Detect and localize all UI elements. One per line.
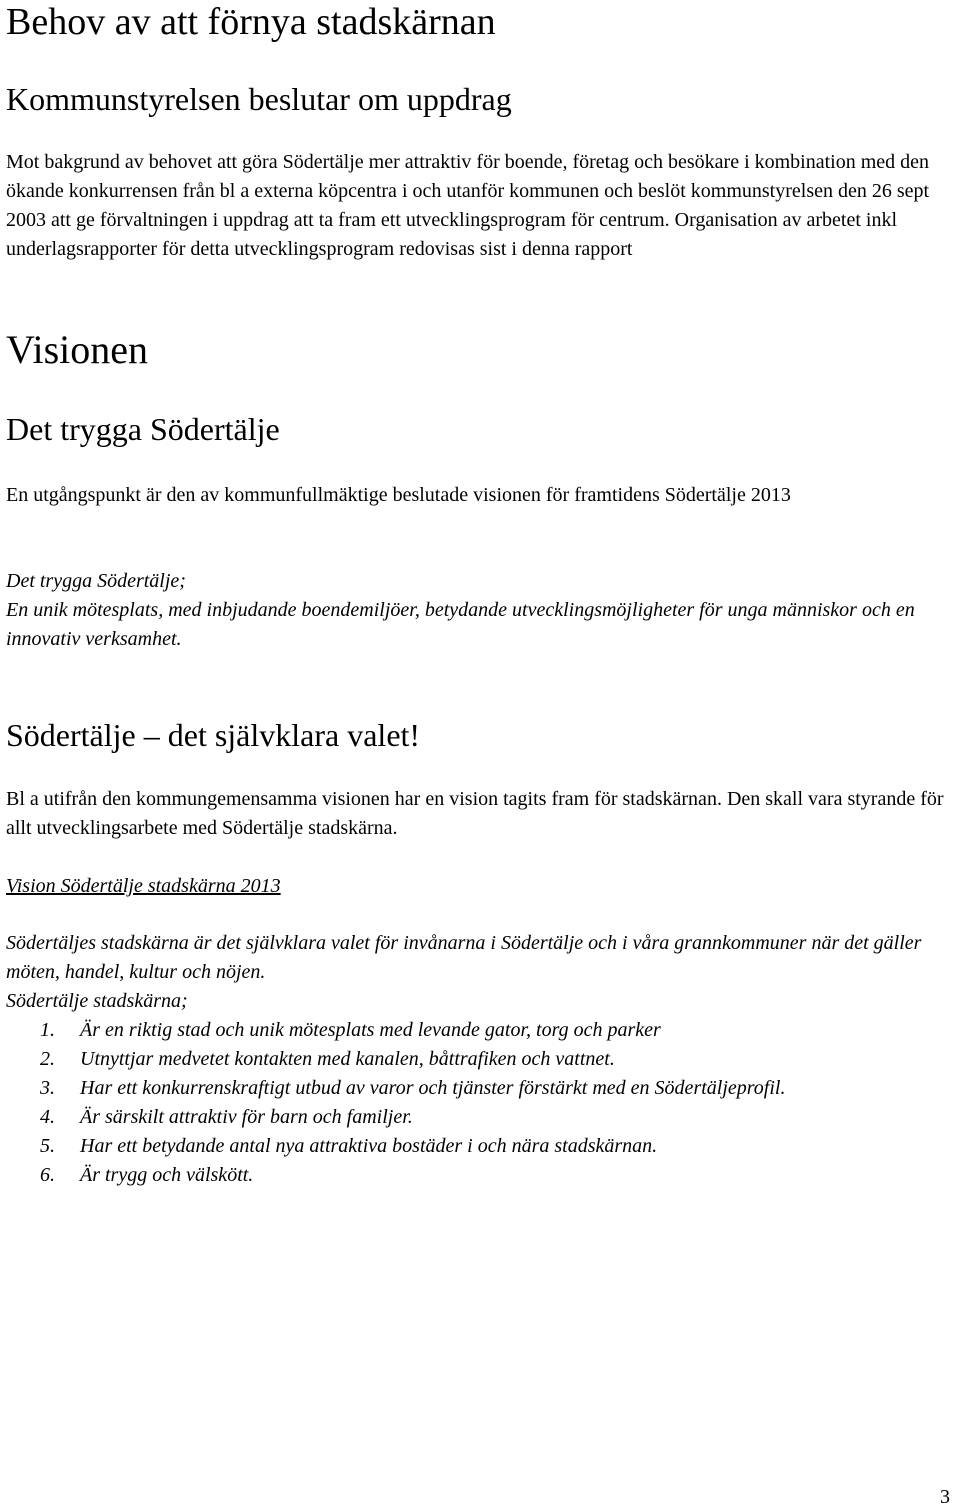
list-item-number: 6.	[40, 1164, 55, 1186]
subheading-trygga-sodertalje: Det trygga Södertälje	[6, 411, 280, 447]
list-item-number: 2.	[40, 1048, 55, 1070]
list-item	[6, 1045, 958, 1074]
vision-goals-list	[6, 1016, 958, 1190]
page-number: 3	[940, 1486, 950, 1508]
vision-2013-paragraph: Södertäljes stadskärna är det självklara valet för invånarna i Södertälje och i våra grannkommuner när det gäller möten, handel, kultur och nöjen.	[6, 932, 922, 983]
vision-quote-line1: Det trygga Södertälje;	[6, 570, 186, 592]
vision-intro-paragraph: En utgångspunkt är den av kommunfullmäktige beslutade visionen för framtidens Södertälje 2013	[6, 484, 791, 506]
vision-2013-heading: Vision Södertälje stadskärna 2013	[6, 875, 281, 897]
page-title: Behov av att förnya stadskärnan	[6, 1, 496, 43]
section-heading-uppdrag: Kommunstyrelsen beslutar om uppdrag	[6, 81, 512, 117]
list-item-number: 5.	[40, 1135, 55, 1157]
list-item	[6, 1161, 958, 1190]
list-item-text: Är en riktig stad och unik mötesplats med levande gator, torg och parker	[80, 1019, 661, 1041]
vision-quote-line2: En unik mötesplats, med inbjudande boendemiljöer, betydande utvecklingsmöjligheter för unga människor och en innovativ verksamhet.	[6, 599, 915, 650]
list-item-number: 3.	[40, 1077, 55, 1099]
list-item-text: Är särskilt attraktiv för barn och familjer.	[80, 1106, 413, 1128]
list-intro: Södertälje stadskärna;	[6, 990, 188, 1012]
valet-paragraph: Bl a utifrån den kommungemensamma visionen har en vision tagits fram för stadskärnan. Den skall vara styrande för allt utvecklingsarbete med Södertälje stadskärna.	[6, 788, 944, 839]
subheading-sjalvklara-valet: Södertälje – det självklara valet!	[6, 717, 421, 753]
list-item-text: Har ett konkurrenskraftigt utbud av varor och tjänster förstärkt med en Södertäljeprofil.	[80, 1077, 786, 1099]
list-item	[6, 1016, 958, 1045]
list-item	[6, 1074, 958, 1103]
list-item-text: Utnyttjar medvetet kontakten med kanalen, båttrafiken och vattnet.	[80, 1048, 615, 1070]
list-item	[6, 1103, 958, 1132]
list-item	[6, 1132, 958, 1161]
list-item-text: Har ett betydande antal nya attraktiva bostäder i och nära stadskärnan.	[80, 1135, 658, 1157]
vision-quote	[6, 567, 958, 654]
list-item-number: 4.	[40, 1106, 55, 1128]
intro-paragraph: Mot bakgrund av behovet att göra Södertälje mer attraktiv för boende, företag och besökare i kombination med den ökande konkurrensen från bl a externa köpcentra i och utanför kommunen och beslöt kommunstyrelsen den 26 sept 2003 att ge förvaltningen i uppdrag att ta fram ett utvecklingsprogram för centrum. Organisation av arbetet inkl underlagsrapporter för detta utvecklingsprogram redovisas sist i denna rapport	[6, 151, 930, 260]
list-item-number: 1.	[40, 1019, 55, 1041]
list-item-text: Är trygg och välskött.	[80, 1164, 254, 1186]
section-heading-visionen: Visionen	[6, 327, 149, 372]
